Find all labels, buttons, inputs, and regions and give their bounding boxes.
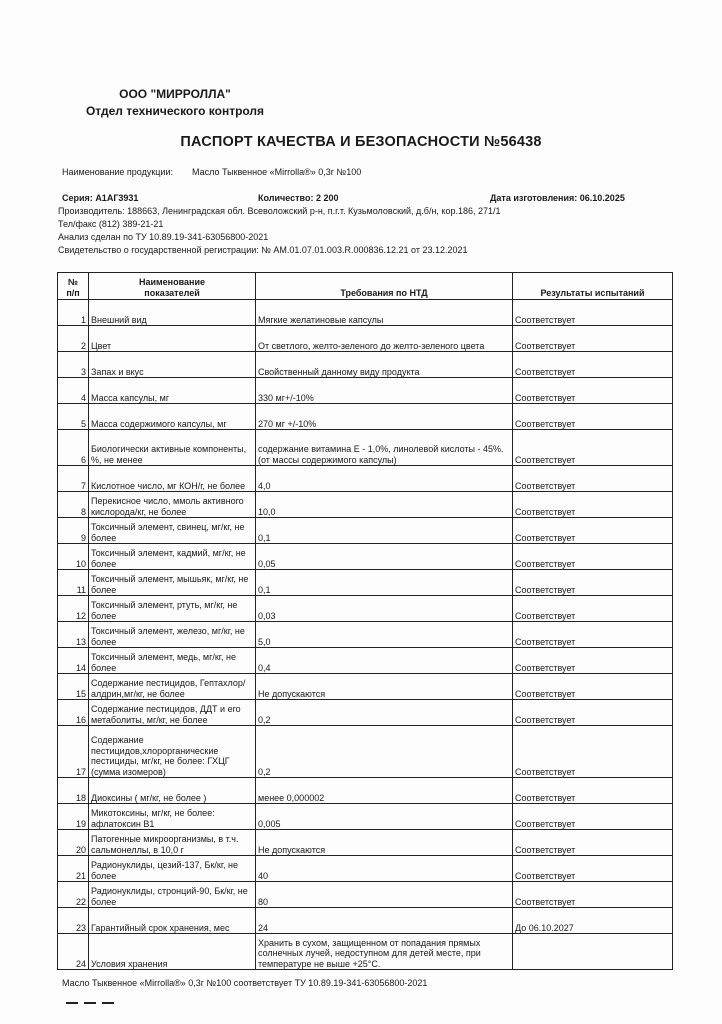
document-title: ПАСПОРТ КАЧЕСТВА И БЕЗОПАСНОСТИ №56438: [180, 134, 542, 150]
row-result: Соответствует: [513, 492, 673, 518]
dash-mark: [66, 1002, 78, 1004]
manufacturer-line: Производитель: 188663, Ленинградская обл. Всеволожский р-н, п.г.т. Кузьмоловский, д.б/н, кор.186, 271/1: [58, 206, 501, 216]
row-indicator: Токсичный элемент, свинец, мг/кг, не более: [89, 518, 256, 544]
table-row: [58, 804, 673, 830]
row-number: 23: [58, 908, 89, 934]
quantity-value: 2 200: [315, 193, 339, 203]
row-number: 10: [58, 544, 89, 570]
quality-table: [57, 272, 673, 970]
row-result: Соответствует: [513, 378, 673, 404]
row-result: Соответствует: [513, 778, 673, 804]
header-requirements: Требования по НТД: [256, 273, 513, 300]
row-indicator: Условия хранения: [89, 934, 256, 970]
table-header-row: [58, 273, 673, 300]
department-name: Отдел технического контроля: [85, 104, 265, 118]
row-indicator: Токсичный элемент, железо, мг/кг, не более: [89, 622, 256, 648]
row-number: 1: [58, 300, 89, 326]
row-requirement: 10,0: [256, 492, 513, 518]
table-row: [58, 830, 673, 856]
row-number: 19: [58, 804, 89, 830]
row-number: 5: [58, 404, 89, 430]
table-row: [58, 622, 673, 648]
row-number: 21: [58, 856, 89, 882]
row-result: Соответствует: [513, 648, 673, 674]
row-number: 22: [58, 882, 89, 908]
header-indicator: Наименование показателей: [89, 273, 256, 300]
row-number: 2: [58, 326, 89, 352]
quantity-label: Количество:: [258, 193, 314, 203]
row-requirement: Мягкие желатиновые капсулы: [256, 300, 513, 326]
row-requirement: Не допускаются: [256, 830, 513, 856]
row-indicator: Цвет: [89, 326, 256, 352]
row-number: 4: [58, 378, 89, 404]
header-number: № п/п: [58, 273, 89, 300]
row-number: 15: [58, 674, 89, 700]
row-indicator: Содержание пестицидов, Гептахлор/ алдрин,мг/кг, не более: [89, 674, 256, 700]
series-value: А1АГ3931: [95, 193, 139, 203]
row-requirement: 0,03: [256, 596, 513, 622]
row-requirement: 0,2: [256, 726, 513, 778]
conclusion-text: Масло Тыквенное «Mirrolla®» 0,3г №100 соответствует ТУ 10.89.19-341-63056800-2021: [62, 978, 428, 988]
row-indicator: Микотоксины, мг/кг, не более: афлатоксин В1: [89, 804, 256, 830]
row-requirement: 0,005: [256, 804, 513, 830]
row-requirement: 0,2: [256, 700, 513, 726]
table-row: [58, 518, 673, 544]
row-result: Соответствует: [513, 518, 673, 544]
table-row: [58, 378, 673, 404]
table-row: [58, 778, 673, 804]
row-result: Соответствует: [513, 466, 673, 492]
row-number: 16: [58, 700, 89, 726]
row-number: 8: [58, 492, 89, 518]
row-number: 17: [58, 726, 89, 778]
row-requirement: 0,1: [256, 518, 513, 544]
row-number: 11: [58, 570, 89, 596]
row-result: Соответствует: [513, 430, 673, 466]
certificate-line: Свидетельство о государственной регистрации: № AM.01.07.01.003.R.000836.12.21 от 23.12.2021: [58, 245, 468, 255]
quantity-line: [258, 193, 339, 203]
table-row: [58, 700, 673, 726]
table-row: [58, 908, 673, 934]
row-requirement: 0,1: [256, 570, 513, 596]
product-value: Масло Тыквенное «Mirrolla®» 0,3г №100: [192, 167, 362, 177]
row-requirement: Хранить в сухом, защищенном от попадания прямых солнечных лучей, недоступном для детей месте, при температуре не выше +25°С.: [256, 934, 513, 970]
series-line: [62, 193, 138, 203]
row-requirement: 24: [256, 908, 513, 934]
row-requirement: Не допускаются: [256, 674, 513, 700]
row-requirement: менее 0,000002: [256, 778, 513, 804]
product-line: [62, 167, 361, 177]
row-number: 13: [58, 622, 89, 648]
row-indicator: Запах и вкус: [89, 352, 256, 378]
row-requirement: 330 мг+/-10%: [256, 378, 513, 404]
table-row: [58, 492, 673, 518]
table-row: [58, 352, 673, 378]
table-row: [58, 856, 673, 882]
row-indicator: Радионуклиды, цезий-137, Бк/кг, не более: [89, 856, 256, 882]
table-row: [58, 674, 673, 700]
row-result: Соответствует: [513, 404, 673, 430]
organization-block: [0, 86, 350, 120]
row-result: Соответствует: [513, 856, 673, 882]
row-result: До 06.10.2027: [513, 908, 673, 934]
date-value: 06.10.2025: [579, 193, 625, 203]
row-result: Соответствует: [513, 830, 673, 856]
row-result: Соответствует: [513, 804, 673, 830]
header-results: Результаты испытаний: [513, 273, 673, 300]
row-requirement: 80: [256, 882, 513, 908]
row-result: Соответствует: [513, 882, 673, 908]
dash-mark: [102, 1002, 114, 1004]
row-indicator: Содержание пестицидов,хлорорганические пестициды, мг/кг, не более: ГХЦГ (сумма изомеров): [89, 726, 256, 778]
row-indicator: Масса содержимого капсулы, мг: [89, 404, 256, 430]
table-row: [58, 430, 673, 466]
row-result: Соответствует: [513, 596, 673, 622]
table-row: [58, 596, 673, 622]
row-indicator: Радионуклиды, стронций-90, Бк/кг, не более: [89, 882, 256, 908]
row-indicator: Масса капсулы, мг: [89, 378, 256, 404]
row-indicator: Содержание пестицидов, ДДТ и его метаболиты, мг/кг, не более: [89, 700, 256, 726]
product-label: Наименование продукции:: [62, 167, 173, 177]
row-indicator: Токсичный элемент, медь, мг/кг, не более: [89, 648, 256, 674]
table-row: [58, 726, 673, 778]
row-number: 12: [58, 596, 89, 622]
row-result: [513, 934, 673, 970]
table-row: [58, 570, 673, 596]
dash-mark: [84, 1002, 96, 1004]
row-indicator: Токсичный элемент, кадмий, мг/кг, не более: [89, 544, 256, 570]
table-row: [58, 404, 673, 430]
row-result: Соответствует: [513, 352, 673, 378]
row-number: 14: [58, 648, 89, 674]
series-label: Серия:: [62, 193, 93, 203]
table-row: [58, 326, 673, 352]
row-indicator: Гарантийный срок хранения, мес: [89, 908, 256, 934]
row-requirement: 270 мг +/-10%: [256, 404, 513, 430]
row-indicator: Внешний вид: [89, 300, 256, 326]
table-row: [58, 882, 673, 908]
row-result: Соответствует: [513, 700, 673, 726]
row-result: Соответствует: [513, 726, 673, 778]
row-number: 7: [58, 466, 89, 492]
row-number: 6: [58, 430, 89, 466]
row-requirement: От светлого, желто-зеленого до желто-зеленого цвета: [256, 326, 513, 352]
row-number: 24: [58, 934, 89, 970]
date-line: [490, 193, 625, 203]
table-row: [58, 544, 673, 570]
row-number: 3: [58, 352, 89, 378]
row-indicator: Токсичный элемент, ртуть, мг/кг, не более: [89, 596, 256, 622]
table-row: [58, 300, 673, 326]
row-indicator: Токсичный элемент, мышьяк, мг/кг, не более: [89, 570, 256, 596]
row-number: 20: [58, 830, 89, 856]
row-number: 18: [58, 778, 89, 804]
table-row: [58, 466, 673, 492]
table-body: [58, 300, 673, 970]
row-result: Соответствует: [513, 622, 673, 648]
row-indicator: Биологически активные компоненты, %, не менее: [89, 430, 256, 466]
row-requirement: Свойственный данному виду продукта: [256, 352, 513, 378]
row-indicator: Патогенные микроорганизмы, в т.ч. сальмонеллы, в 10,0 г: [89, 830, 256, 856]
table-row: [58, 934, 673, 970]
row-requirement: 0,4: [256, 648, 513, 674]
row-result: Соответствует: [513, 544, 673, 570]
row-requirement: 4,0: [256, 466, 513, 492]
row-indicator: Кислотное число, мг КОН/г, не более: [89, 466, 256, 492]
phone-line: Тел/факс (812) 389-21-21: [58, 219, 164, 229]
row-number: 9: [58, 518, 89, 544]
company-name: ООО "МИРРОЛЛА": [119, 87, 231, 101]
row-result: Соответствует: [513, 300, 673, 326]
row-indicator: Диоксины ( мг/кг, не более ): [89, 778, 256, 804]
analysis-line: Анализ сделан по ТУ 10.89.19-341-63056800-2021: [58, 232, 269, 242]
date-label: Дата изготовления:: [490, 193, 578, 203]
row-indicator: Перекисное число, ммоль активного кислорода/кг, не более: [89, 492, 256, 518]
table-row: [58, 648, 673, 674]
row-result: Соответствует: [513, 570, 673, 596]
row-requirement: 5,0: [256, 622, 513, 648]
row-result: Соответствует: [513, 326, 673, 352]
row-requirement: 40: [256, 856, 513, 882]
row-requirement: 0,05: [256, 544, 513, 570]
row-requirement: содержание витамина Е - 1,0%, линолевой кислоты - 45%. (от массы содержимого капсулы): [256, 430, 513, 466]
row-result: Соответствует: [513, 674, 673, 700]
